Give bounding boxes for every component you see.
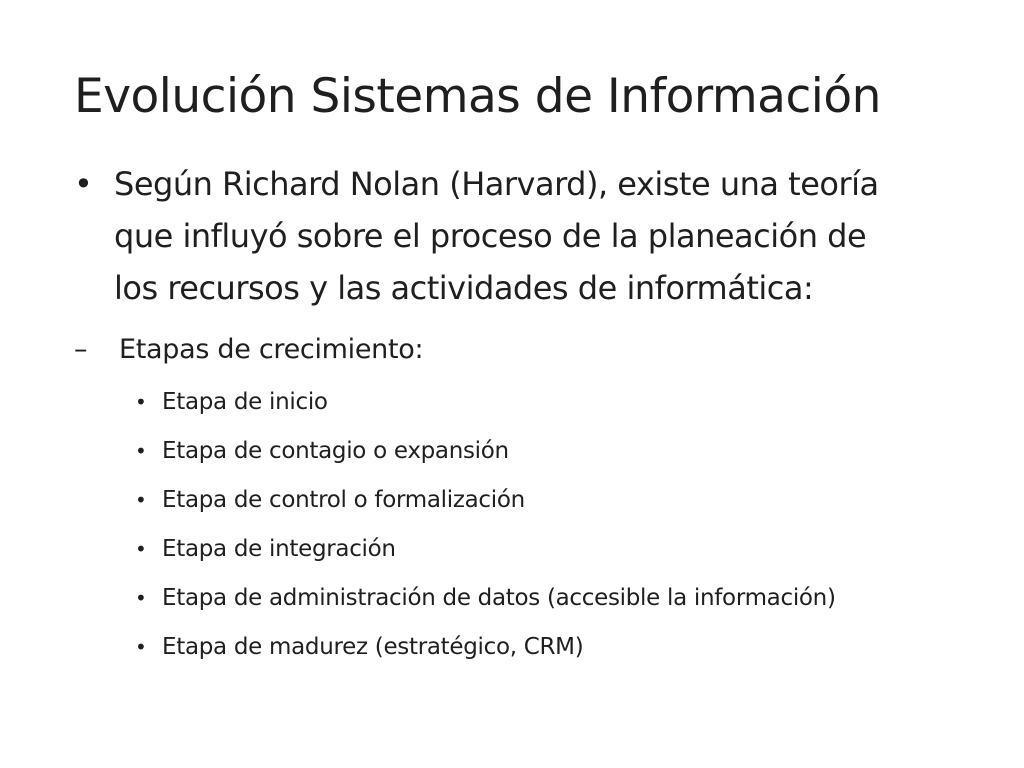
level1-paragraph	[114, 158, 1004, 314]
list-item-text: Etapa de contagio o expansión	[162, 438, 509, 464]
list-item	[135, 527, 1015, 576]
list-item	[135, 478, 1015, 527]
list-item-text: Etapa de administración de datos (accesible la información)	[162, 585, 836, 611]
dash-icon: –	[74, 334, 88, 365]
bullet-icon: •	[135, 488, 147, 512]
bullet-icon: •	[135, 586, 147, 610]
level1-line: Según Richard Nolan (Harvard), existe una teoría	[114, 165, 879, 203]
list-item-text: Etapa de madurez (estratégico, CRM)	[162, 634, 584, 660]
bullet-icon: •	[135, 537, 147, 561]
list-item	[135, 625, 1015, 674]
level3-list	[135, 380, 1015, 674]
bullet-icon: •	[135, 390, 147, 414]
level2-item: Etapas de crecimiento:	[119, 334, 424, 365]
bullet-icon: •	[135, 439, 147, 463]
level1-line: los recursos y las actividades de informática:	[114, 269, 814, 307]
list-item	[135, 380, 1015, 429]
slide-title: Evolución Sistemas de Información	[74, 69, 881, 124]
list-item-text: Etapa de inicio	[162, 389, 328, 415]
bullet-icon: •	[135, 635, 147, 659]
list-item	[135, 429, 1015, 478]
list-item-text: Etapa de control o formalización	[162, 487, 525, 513]
bullet-icon: •	[74, 165, 93, 203]
level1-line: que influyó sobre el proceso de la planeación de	[114, 217, 867, 255]
list-item-text: Etapa de integración	[162, 536, 396, 562]
list-item	[135, 576, 1015, 625]
